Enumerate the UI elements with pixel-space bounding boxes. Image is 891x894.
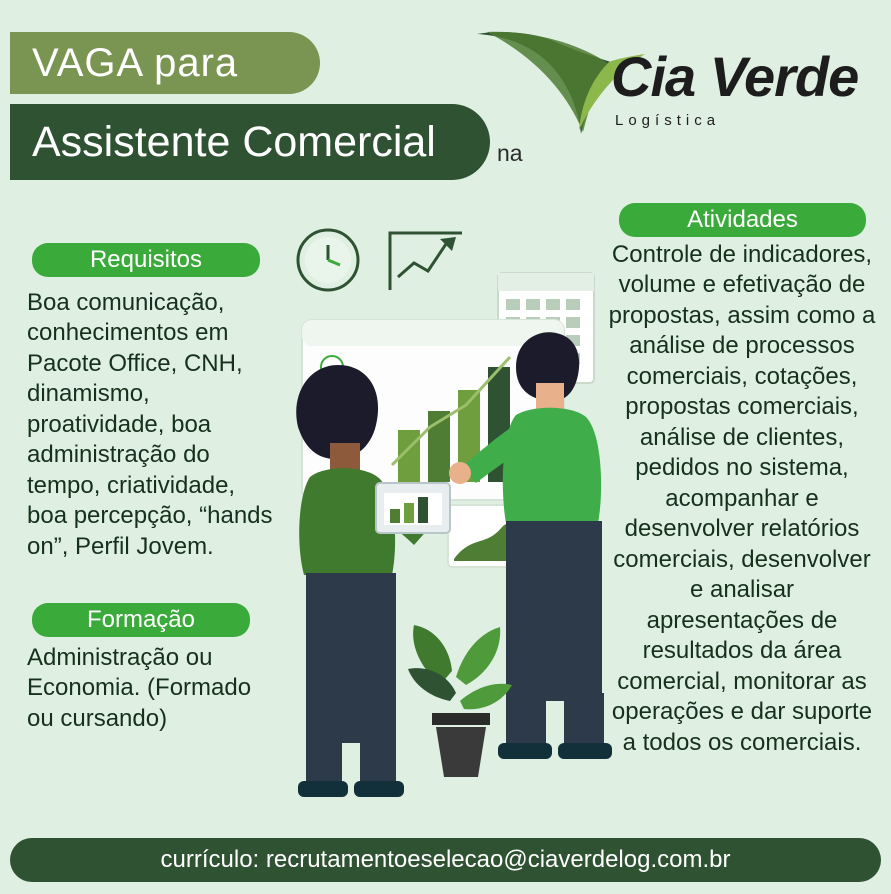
na-connector: na xyxy=(497,140,523,166)
logo-subtitle: Logística xyxy=(615,112,721,129)
vaga-label: VAGA para xyxy=(32,40,239,85)
role-label: Assistente Comercial xyxy=(32,117,436,166)
company-logo xyxy=(469,26,869,144)
wall-clock-icon xyxy=(298,230,358,290)
formacao-title: Formação xyxy=(86,606,196,633)
illustration xyxy=(280,215,620,815)
role-banner xyxy=(10,104,490,180)
line-chart-icon xyxy=(390,233,462,290)
contact-footer xyxy=(10,838,881,882)
requisitos-title: Requisitos xyxy=(89,246,203,273)
atividades-title: Atividades xyxy=(687,206,798,233)
vaga-banner xyxy=(10,32,320,94)
requisitos-body: Boa comunicação, conhecimentos em Pacote Office, CNH, dinamismo, proatividade, boa administração do tempo, criatividade, boa percepção, “hands on”, Perfil Jovem. xyxy=(27,289,273,560)
contact-email[interactable]: currículo: recrutamentoeselecao@ciaverdelog.com.br xyxy=(160,846,731,873)
formacao-body: Administração ou Economia. (Formado ou cursando) xyxy=(27,644,252,732)
formacao-title-pill xyxy=(32,603,250,637)
potted-plant xyxy=(408,625,512,777)
atividades-title-pill xyxy=(619,203,866,237)
atividades-body: Controle de indicadores, volume e efetivação de propostas, assim como a análise de processos comerciais, cotações, propostas comerciais, análise de clientes, pedidos no sistema, acompanhar e desenvolver relatórios comerciais, desenvolver e analisar apresentações de resultados da área comercial, monitorar as operações e dar suporte a todos os comerciais. xyxy=(608,241,876,756)
requisitos-title-pill xyxy=(32,243,260,277)
logo-name: Cia Verde xyxy=(611,45,859,108)
